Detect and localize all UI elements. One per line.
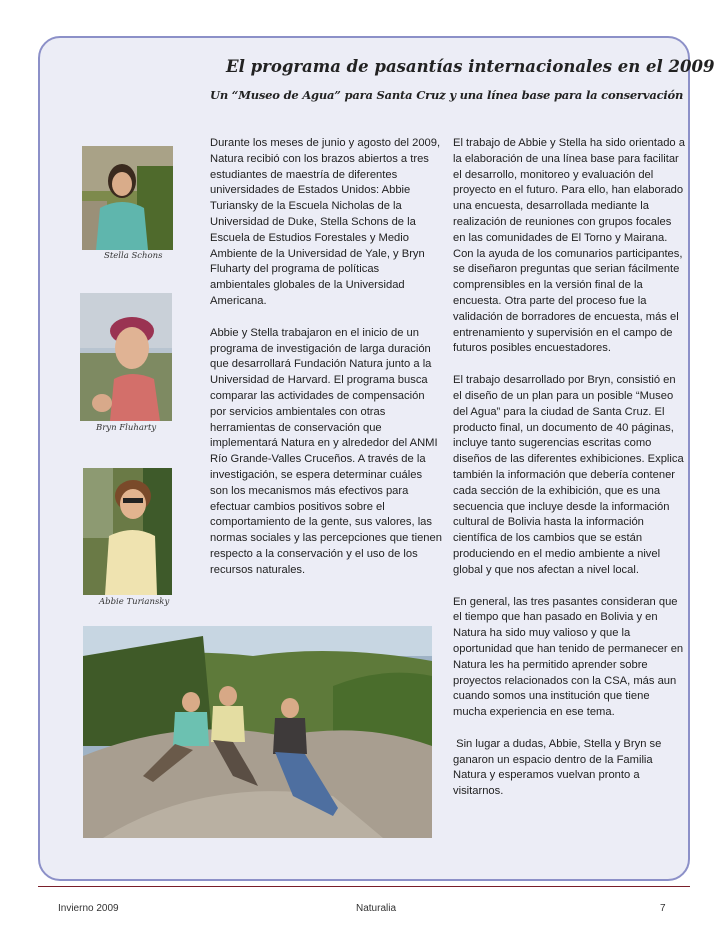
footer-season: Invierno 2009 xyxy=(58,903,119,914)
paragraph: Abbie y Stella trabajaron en el inicio de un programa de investigación de larga duración que desarrollará Fundación Natura junto a la Universidad de Harvard. El programa busca comparar las actividades de compensación por servicios ambientales con otras herramientas de conservación que implementará Natura en y alrededor del ANMI Río Grande-Valles Cruceños. A través de la investigación, se espera determinar cuáles son los mecanismos más efectivos para efectuar cambios positivos sobre el comportamiento de la gente, sus valores, las normas sociales y las percepciones que tienen respecto a la conservación y el uso de los recursos naturales. xyxy=(210,326,442,576)
paragraph: El trabajo de Abbie y Stella ha sido orientado a la elaboración de una línea base para facilitar el desarrollo, monitoreo y evaluación del proyecto en el futuro. Para ello, han elaborado una encuesta, desarrollada mediante la realización de reuniones con grupos focales en las comunidades de El Torno y Mairana. Con la ayuda de los comunarios participantes, se diseñaron preguntas que serian fácilmente comprensibles en la versión final de la encuesta. Otra parte del proceso fue la validación de borradores de encuesta, más el entrenamiento y supervisión en el campo de futuros posibles encuestadores. xyxy=(453,137,685,355)
footer-page-number: 7 xyxy=(660,903,666,914)
footer-rule xyxy=(38,886,690,887)
paragraph: En general, las tres pasantes consideran que el tiempo que han pasado en Bolivia y en Natura ha sido muy valioso y que la oportunidad que han tenido de permanecer en Natura les ha permitido aprender sobre proyectos relacionados con la CSA, más aun cuando somos una institución que tiene mucha experiencia en ese tema. xyxy=(453,595,684,719)
paragraph: Sin lugar a dudas, Abbie, Stella y Bryn se ganaron un espacio dentro de la Familia Natura y esperamos vuelvan pronto a visitarnos. xyxy=(453,737,665,798)
photo-abbie xyxy=(83,468,172,595)
text-column-right xyxy=(453,136,685,816)
paragraph: Durante los meses de junio y agosto del 2009, Natura recibió con los brazos abiertos a tres estudiantes de maestría de diferentes universidades de Estados Unidos: Abbie Turiansky de la Escuela Nicholas de la Universidad de Duke, Stella Schons de la Escuela de Estudios Forestales y Medio Ambiente de la Universidad de Yale, y Bryn Fluharty del programa de políticas ambientales globales de la Universidad Americana. xyxy=(210,137,441,307)
footer-publication: Naturalia xyxy=(356,903,397,914)
article-title: El programa de pasantías internacionales en el 2009 xyxy=(226,57,715,76)
article-subtitle: Un “Museo de Agua” para Santa Cruz y una línea base para la conservación xyxy=(210,88,684,102)
paragraph: El trabajo desarrollado por Bryn, consistió en el diseño de un plan para un posible “Museo del Agua” para la ciudad de Santa Cruz. El producto final, un documento de 40 páginas, incluye tanto sugerencias escritas como diseños de las diferentes exhibiciones. Explica también la información que debería contener cada sección de la exhibición, que es una secuencia que incluye desde la información cultural de Bolivia hasta la información científica de los cambios que se están produciendo en el medio ambiente a nivel global y que nos afectan a nivel local. xyxy=(453,374,684,576)
photo-bryn xyxy=(80,293,172,421)
photo-stella-image xyxy=(82,146,173,250)
caption-abbie: Abbie Turiansky xyxy=(99,597,170,607)
photo-group xyxy=(83,626,432,838)
caption-bryn: Bryn Fluharty xyxy=(96,423,157,433)
text-column-left xyxy=(210,136,442,595)
photo-abbie-image xyxy=(83,468,172,595)
caption-stella: Stella Schons xyxy=(104,251,163,261)
photo-group-image xyxy=(83,626,432,838)
photo-stella xyxy=(82,146,173,250)
photo-bryn-image xyxy=(80,293,172,421)
